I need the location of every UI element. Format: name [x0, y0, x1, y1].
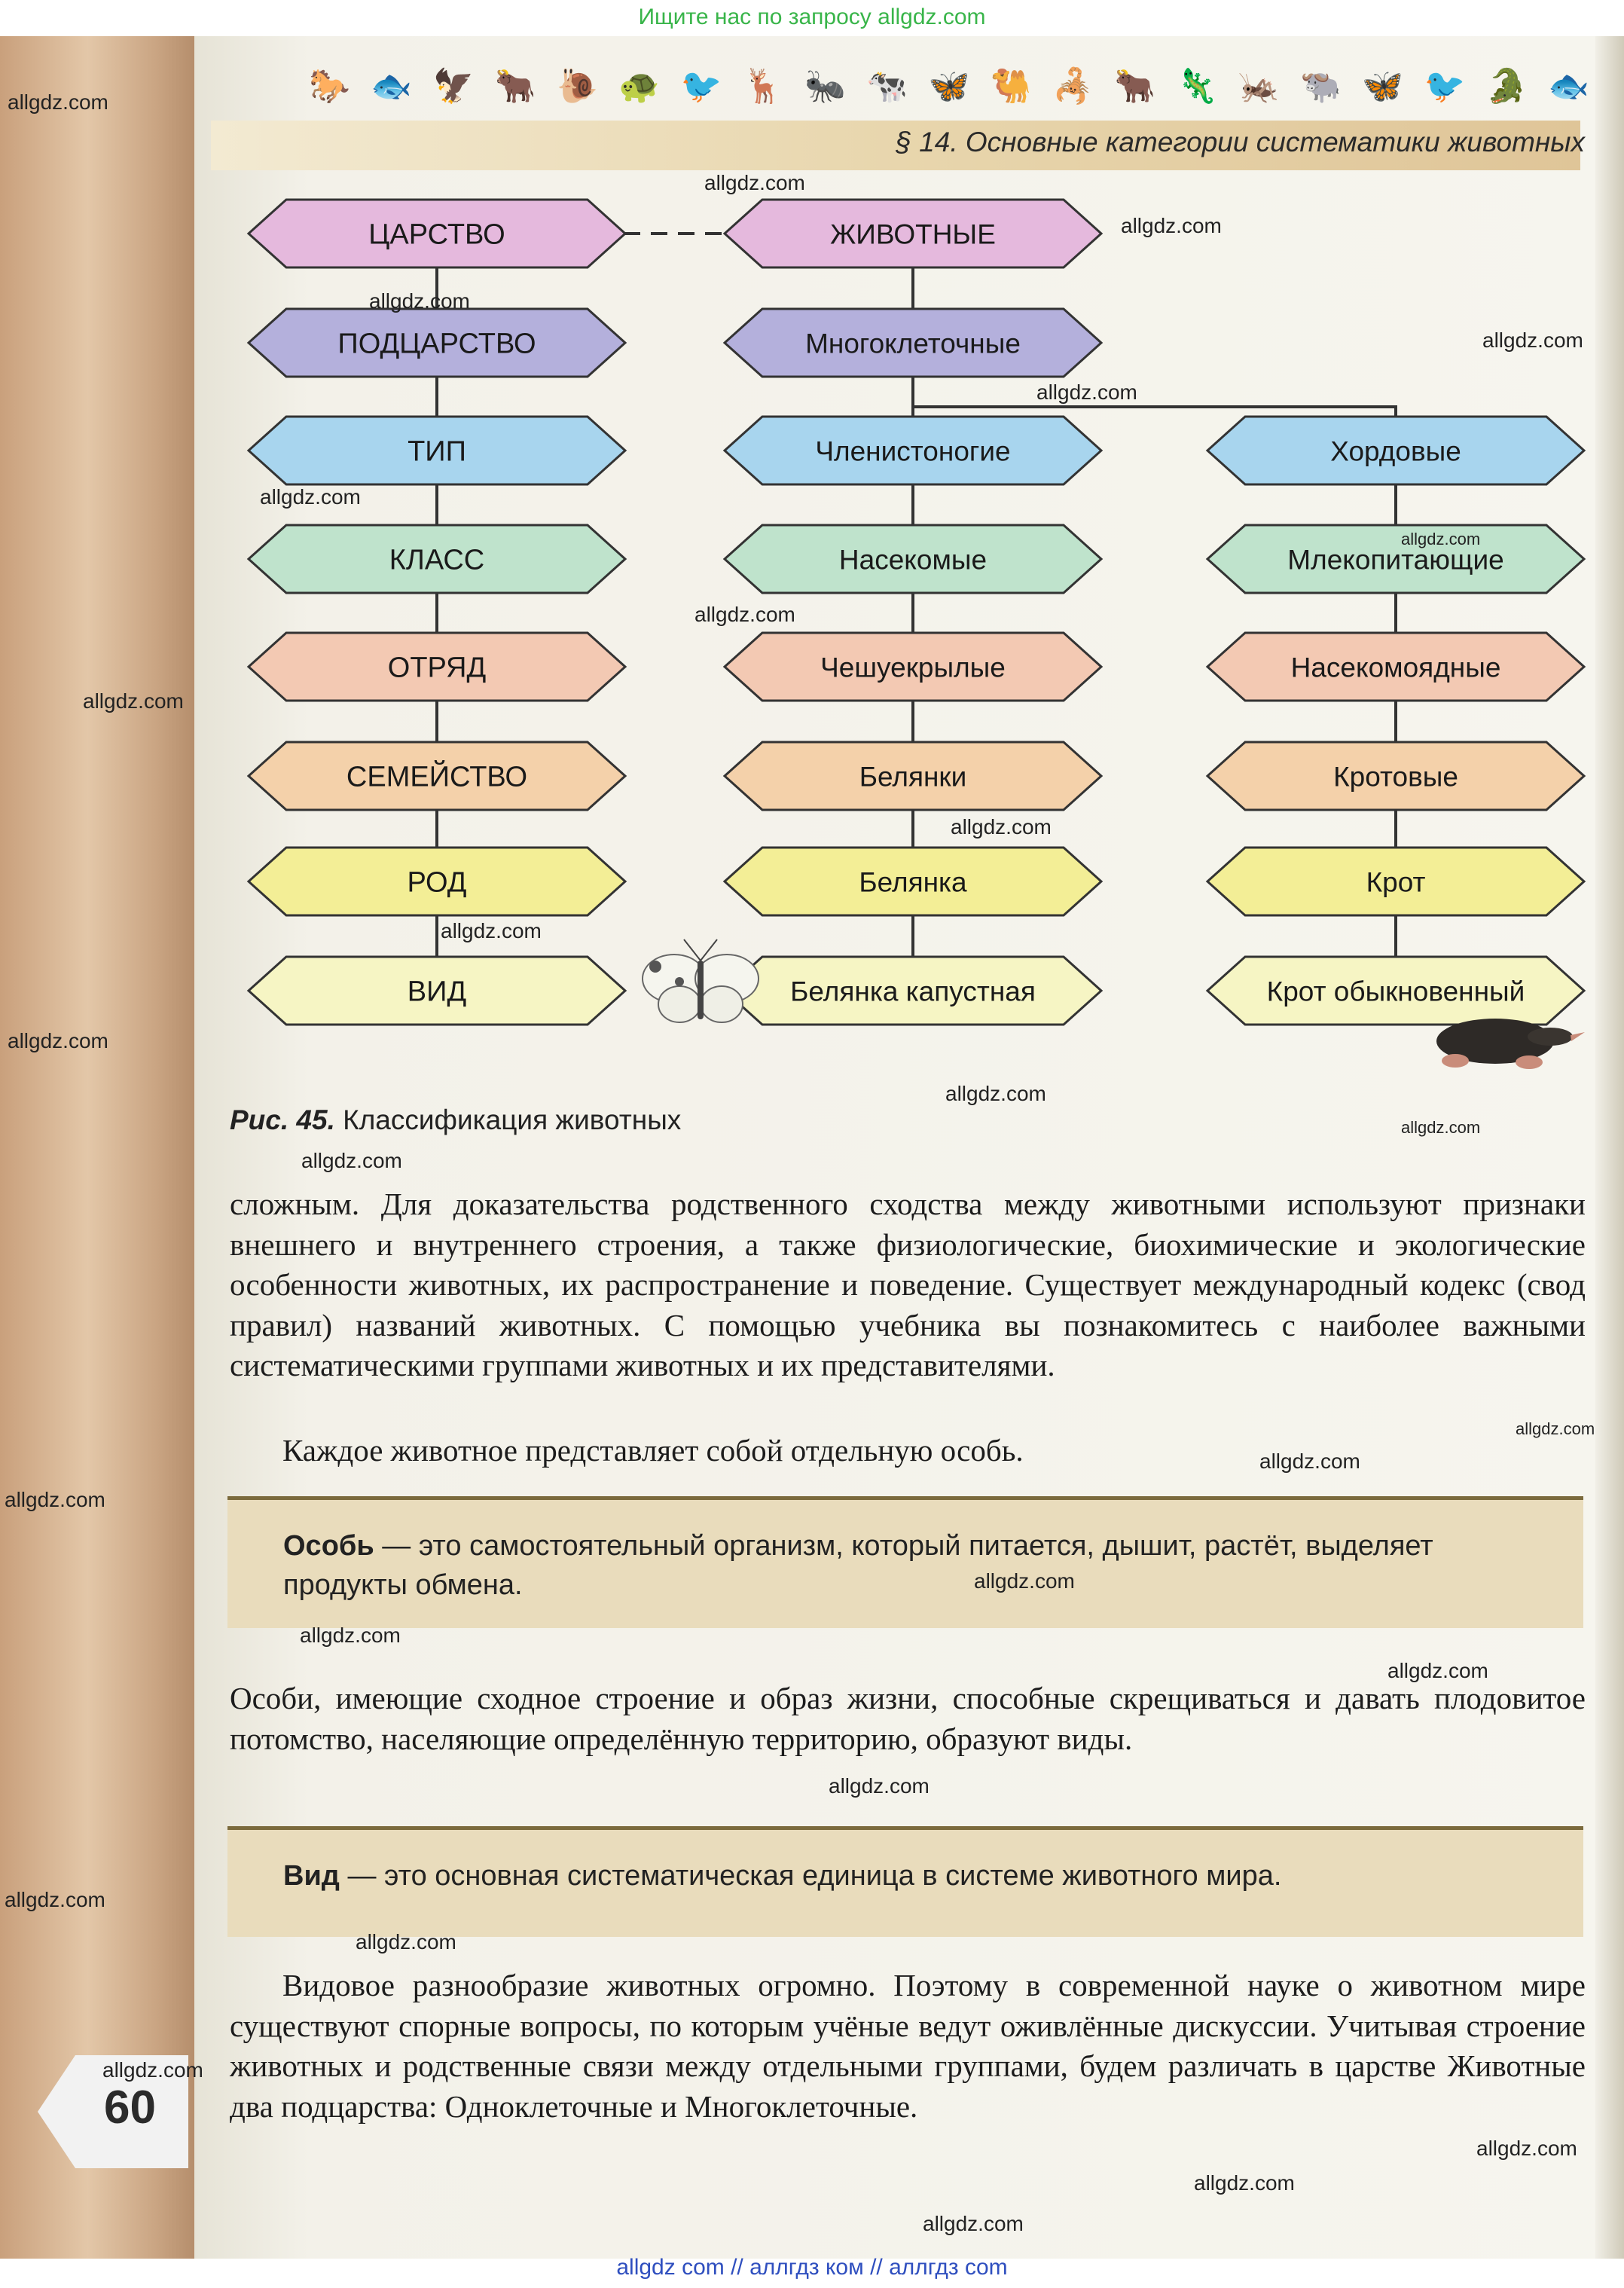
watermark-link[interactable]: allgdz.com: [441, 919, 542, 942]
rank-box-phylum-label: ТИП: [408, 435, 466, 468]
figure-caption: [230, 1104, 681, 1136]
animal-icon: 🦗: [1238, 68, 1280, 105]
rank-box-species-label: ВИД: [407, 976, 467, 1008]
butterfly-chain-box-label: ЖИВОТНЫЕ: [830, 218, 996, 250]
animal-icon: 🦅: [432, 68, 475, 105]
watermark-link[interactable]: allgdz.com: [1121, 214, 1222, 237]
watermark-link[interactable]: allgdz.com: [5, 1488, 105, 1511]
page-number: 60: [104, 2082, 156, 2134]
animal-icon: 🐢: [618, 68, 661, 105]
animal-icon: 🐜: [804, 68, 846, 105]
classification-diagram: [0, 0, 1624, 1100]
rank-box-genus-label: РОД: [407, 866, 467, 899]
animal-icon: 🦌: [742, 68, 784, 105]
butterfly-chain-box-label: Членистоногие: [815, 435, 1011, 467]
animal-icon: 🐦: [1424, 68, 1466, 105]
animal-icon: 🐂: [494, 68, 536, 105]
watermark-link[interactable]: allgdz.com: [369, 289, 470, 313]
butterfly-chain-box: [725, 417, 1101, 484]
animal-icon: 🐫: [990, 68, 1032, 105]
rank-box-phylum: [249, 417, 625, 484]
animal-icon: 🐦: [680, 68, 722, 105]
butterfly-chain-box: [725, 957, 1101, 1025]
watermark-link[interactable]: allgdz.com: [1482, 328, 1583, 352]
animal-icon: 🐃: [1300, 68, 1342, 105]
watermark-link[interactable]: allgdz.com: [1401, 530, 1481, 548]
definition-1: [283, 1526, 1564, 1605]
rank-box-family-label: СЕМЕЙСТВО: [346, 761, 528, 793]
watermark-top-link[interactable]: Ищите нас по запросу allgdz.com: [638, 5, 986, 29]
butterfly-chain-box-label: Чешуекрылые: [820, 652, 1006, 683]
paragraph-3: Особи, имеющие сходное строение и образ жизни, способные скрещиваться и давать плодовитое потомство, населяющие определённую территорию, образуют виды.: [230, 1681, 1586, 1756]
rank-box-family: [249, 742, 625, 810]
watermark-link[interactable]: allgdz.com: [1387, 1659, 1488, 1682]
watermark-link[interactable]: allgdz.com: [356, 1930, 456, 1954]
section-title: § 14. Основные категории систематики животных: [896, 127, 1585, 157]
definition-2-term: Вид: [283, 1860, 340, 1892]
rank-box-genus: [249, 848, 625, 915]
animal-icon: 🐊: [1485, 68, 1528, 105]
watermark-link[interactable]: allgdz.com: [1259, 1449, 1360, 1473]
definition-2-text: — это основная систематическая единица в системе животного мира.: [339, 1860, 1282, 1892]
animal-icon: 🦋: [1362, 68, 1404, 105]
mole-chain-box: [1207, 633, 1584, 701]
rank-box-kingdom-label: ЦАРСТВО: [368, 218, 505, 251]
watermark-link[interactable]: allgdz.com: [8, 90, 108, 114]
watermark-link[interactable]: allgdz.com: [829, 1774, 930, 1798]
footer-links[interactable]: allgdz com // аллгдз ком // аллгдз com: [616, 2255, 1008, 2280]
definition-1-text: — это самостоятельный организм, который питается, дышит, растёт, выделяет продукты обмена.: [283, 1530, 1433, 1601]
watermark-link[interactable]: allgdz.com: [260, 485, 361, 509]
paragraph-2: Каждое животное представляет собой отдельную особь.: [282, 1433, 1024, 1468]
watermark-link[interactable]: allgdz.com: [704, 171, 805, 194]
watermark-link[interactable]: allgdz.com: [1194, 2171, 1295, 2195]
rank-box-species: [249, 957, 625, 1025]
mole-chain-box: [1207, 848, 1584, 915]
animal-icon: 🐟: [1548, 68, 1589, 105]
butterfly-chain-box: [725, 200, 1101, 267]
animal-icon: 🐂: [1114, 68, 1156, 105]
watermark-link[interactable]: allgdz.com: [301, 1149, 402, 1172]
animal-icon: 🐟: [371, 68, 413, 105]
watermark-link[interactable]: allgdz.com: [8, 1029, 108, 1052]
mole-chain-box: [1207, 525, 1584, 593]
watermark-link[interactable]: allgdz.com: [5, 1888, 105, 1911]
paragraph-4: Видовое разнообразие животных огромно. Поэтому в современной науке о животном мире существуют спорные вопросы, по которым учёные ведут оживлённые дискуссии. Учитывая строение животных и родственные связи между отдельными группами, будем различать в царстве Животные два подцарства: Одноклеточные и Многоклеточные.: [230, 1968, 1586, 2124]
mole-illustration: [1416, 1002, 1589, 1077]
watermark-link[interactable]: allgdz.com: [945, 1082, 1046, 1105]
paragraph-1: сложным. Для доказательства родственного сходства между животными используют признаки внешнего и внутреннего строения, а также физиологические, биохимические и экологические особенности животных, их распространение и поведение. Существует международный кодекс (свод правил) названий животных. С помощью учебника вы познакомитесь с наиболее важными систематическими группами животных и их представителями.: [230, 1187, 1586, 1382]
animal-icon: 🐄: [866, 68, 908, 105]
mole-chain-box-label: Млекопитающие: [1287, 544, 1504, 576]
mole-chain-box: [1207, 742, 1584, 810]
mole-chain-box: [1207, 417, 1584, 484]
rank-box-kingdom: [249, 200, 625, 267]
animal-icon: 🐎: [309, 68, 350, 105]
mole-chain-box-label: Крот обыкновенный: [1266, 976, 1525, 1007]
mole-chain-box-label: Хордовые: [1330, 435, 1461, 467]
rank-box-subkingdom: [249, 309, 625, 377]
butterfly-chain-box: [725, 848, 1101, 915]
rank-box-order-label: ОТРЯД: [387, 652, 487, 684]
rank-box-class: [249, 525, 625, 593]
watermark-link[interactable]: allgdz.com: [694, 603, 795, 626]
mole-chain-box-label: Кротовые: [1333, 761, 1458, 793]
cabbage-butterfly-illustration: [643, 939, 759, 1022]
animal-icon: 🦂: [1052, 68, 1094, 105]
watermark-link[interactable]: allgdz.com: [83, 689, 184, 713]
figure-caption-text: Классификация животных: [343, 1104, 682, 1135]
butterfly-chain-box-label: Белянки: [859, 761, 967, 793]
animal-icon: 🦋: [928, 68, 970, 105]
watermark-link[interactable]: allgdz.com: [1516, 1419, 1595, 1438]
watermark-link[interactable]: allgdz.com: [923, 2212, 1024, 2235]
definition-1-term: Особь: [283, 1530, 374, 1562]
watermark-link[interactable]: allgdz.com: [1401, 1118, 1481, 1137]
butterfly-chain-box-label: Многоклеточные: [805, 328, 1021, 359]
rank-box-subkingdom-label: ПОДЦАРСТВО: [337, 328, 536, 360]
butterfly-chain-box-label: Белянка: [859, 866, 967, 898]
mole-chain-box-label: Насекомоядные: [1290, 652, 1501, 683]
butterfly-chain-box: [725, 633, 1101, 701]
butterfly-chain-box: [725, 309, 1101, 377]
rank-box-class-label: КЛАСС: [389, 544, 485, 576]
watermark-link[interactable]: allgdz.com: [951, 815, 1052, 839]
watermark-link[interactable]: allgdz.com: [1476, 2137, 1577, 2160]
watermark-link[interactable]: allgdz.com: [1036, 380, 1137, 404]
butterfly-chain-box: [725, 525, 1101, 593]
figure-caption-label: Рис. 45.: [230, 1104, 335, 1135]
watermark-link[interactable]: allgdz.com: [300, 1624, 401, 1647]
definition-2: [283, 1856, 1564, 1895]
watermark-link[interactable]: allgdz.com: [974, 1569, 1075, 1593]
watermark-link[interactable]: allgdz.com: [102, 2058, 203, 2082]
mole-chain-box-label: Крот: [1366, 866, 1426, 898]
rank-box-order: [249, 633, 625, 701]
animal-icon: 🐌: [557, 68, 598, 105]
butterfly-chain-box-label: Белянка капустная: [790, 976, 1036, 1007]
animal-icon: 🦎: [1176, 68, 1218, 105]
butterfly-chain-box: [725, 742, 1101, 810]
butterfly-chain-box-label: Насекомые: [838, 544, 988, 576]
